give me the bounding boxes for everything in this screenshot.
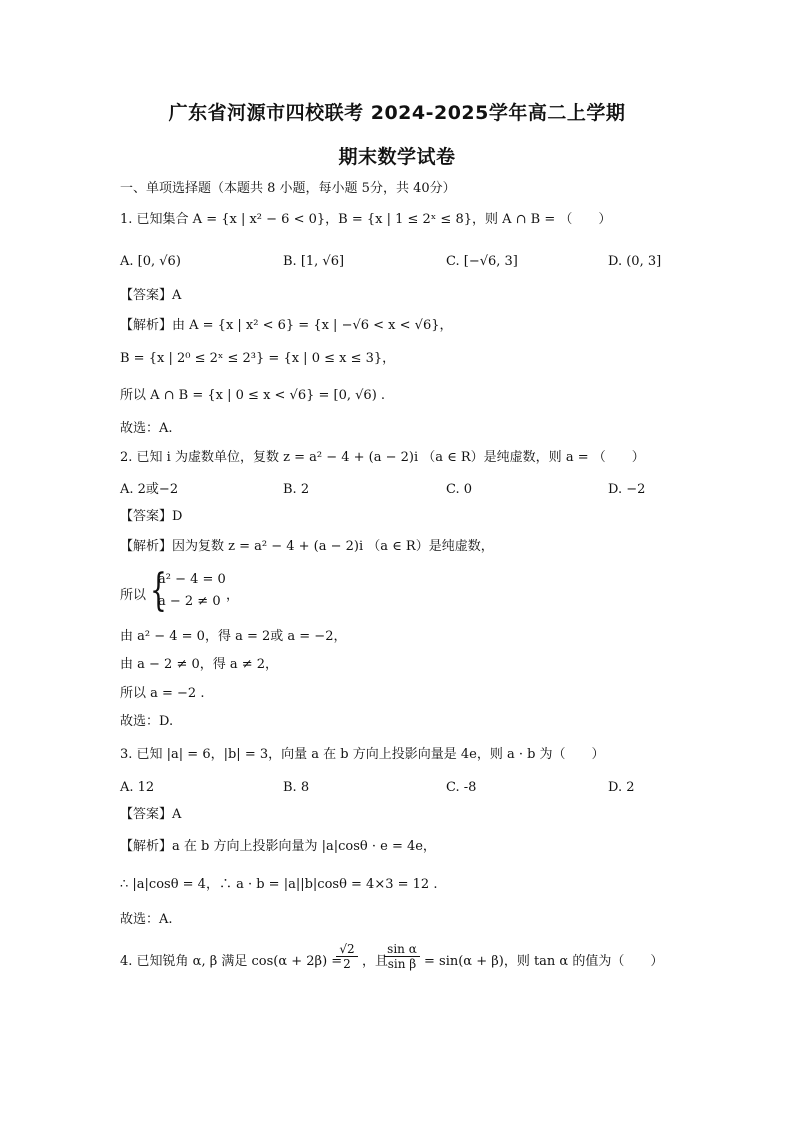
q1-option-a: A. [0, √6) [120, 254, 181, 269]
q2-system-eq-2: a − 2 ≠ 0 [158, 594, 221, 609]
q1-analysis-line-2: B = {x | 2⁰ ≤ 2ˣ ≤ 2³} = {x | 0 ≤ x ≤ 3}， [120, 351, 396, 366]
left-brace-icon: { [150, 565, 167, 616]
q2-option-b: B. 2 [283, 482, 310, 497]
q3-option-b: B. 8 [283, 780, 310, 795]
q4-fraction-1-denominator: 2 [343, 957, 351, 971]
q2-option-a: A. 2或−2 [120, 482, 179, 497]
q2-equation-system [120, 565, 260, 618]
q3-analysis-line-2: ∴ |a|cosθ = 4，∴ a · b = |a||b|cosθ = 4×3 = 12 . [120, 877, 438, 892]
q2-conclusion: 故选：D. [120, 714, 174, 729]
question-4-part-3: = sin(α + β)，则 tan α 的值为（ ） [424, 954, 664, 969]
q3-analysis-line-1: 【解析】a 在 b 方向上投影向量为 |a|cosθ · e = 4e， [120, 839, 436, 854]
q1-option-c: C. [−√6, 3] [446, 254, 518, 269]
q3-option-d: D. 2 [608, 780, 635, 795]
q2-analysis-line-1: 【解析】因为复数 z = a² − 4 + (a − 2)i （a ∈ R）是纯虚数， [120, 539, 494, 554]
q4-fraction-sin-ratio [384, 942, 420, 971]
q2-option-d: D. −2 [608, 482, 646, 497]
q3-option-c: C. -8 [446, 780, 477, 795]
document-title: 广东省河源市四校联考 2024-2025学年高二上学期 [168, 102, 626, 124]
q4-fraction-2-denominator: sin β [387, 957, 417, 971]
q2-system-eq-1: a² − 4 = 0 [158, 572, 226, 587]
question-1-stem: 1. 已知集合 A = {x | x² − 6 < 0}，B = {x | 1 ≤ 2ˣ ≤ 8}，则 A ∩ B = （ ） [120, 212, 612, 227]
question-3-stem: 3. 已知 |a| = 6，|b| = 3，向量 a 在 b 方向上投影向量是 4e，则 a · b 为（ ） [120, 747, 605, 762]
q2-analysis-line-4: 所以 a = −2 . [120, 686, 205, 701]
q1-conclusion: 故选：A. [120, 421, 173, 436]
q3-answer: 【答案】A [120, 807, 182, 822]
document-subtitle: 期末数学试卷 [338, 146, 456, 168]
q3-conclusion: 故选：A. [120, 912, 173, 927]
q2-analysis-line-2: 由 a² − 4 = 0，得 a = 2或 a = −2， [120, 629, 347, 644]
q4-fraction-sqrt2-over-2 [336, 942, 358, 971]
section-heading: 一、单项选择题（本题共 8 小题，每小题 5分，共 40分） [120, 181, 456, 196]
q1-answer: 【答案】A [120, 288, 182, 303]
q4-fraction-2-numerator: sin α [384, 942, 420, 957]
q4-fraction-1-numerator: √2 [336, 942, 358, 957]
question-4-part-1: 4. 已知锐角 α, β 满足 cos(α + 2β) = [120, 954, 343, 969]
q2-system-lead: 所以 [120, 588, 147, 603]
q2-option-c: C. 0 [446, 482, 473, 497]
q1-option-b: B. [1, √6] [283, 254, 345, 269]
q1-analysis-line-3: 所以 A ∩ B = {x | 0 ≤ x < √6} = [0, √6) . [120, 388, 386, 403]
question-4-part-2: ，且 [362, 954, 389, 969]
q2-system-trail: ， [226, 588, 240, 603]
q2-analysis-line-3: 由 a − 2 ≠ 0，得 a ≠ 2， [120, 657, 279, 672]
question-2-stem: 2. 已知 i 为虚数单位，复数 z = a² − 4 + (a − 2)i （a ∈ R）是纯虚数，则 a = （ ） [120, 450, 645, 465]
q2-answer: 【答案】D [120, 509, 183, 524]
q1-option-d: D. (0, 3] [608, 254, 662, 269]
q3-option-a: A. 12 [120, 780, 155, 795]
q1-analysis-line-1: 【解析】由 A = {x | x² < 6} = {x | −√6 < x < √6}， [120, 318, 453, 333]
